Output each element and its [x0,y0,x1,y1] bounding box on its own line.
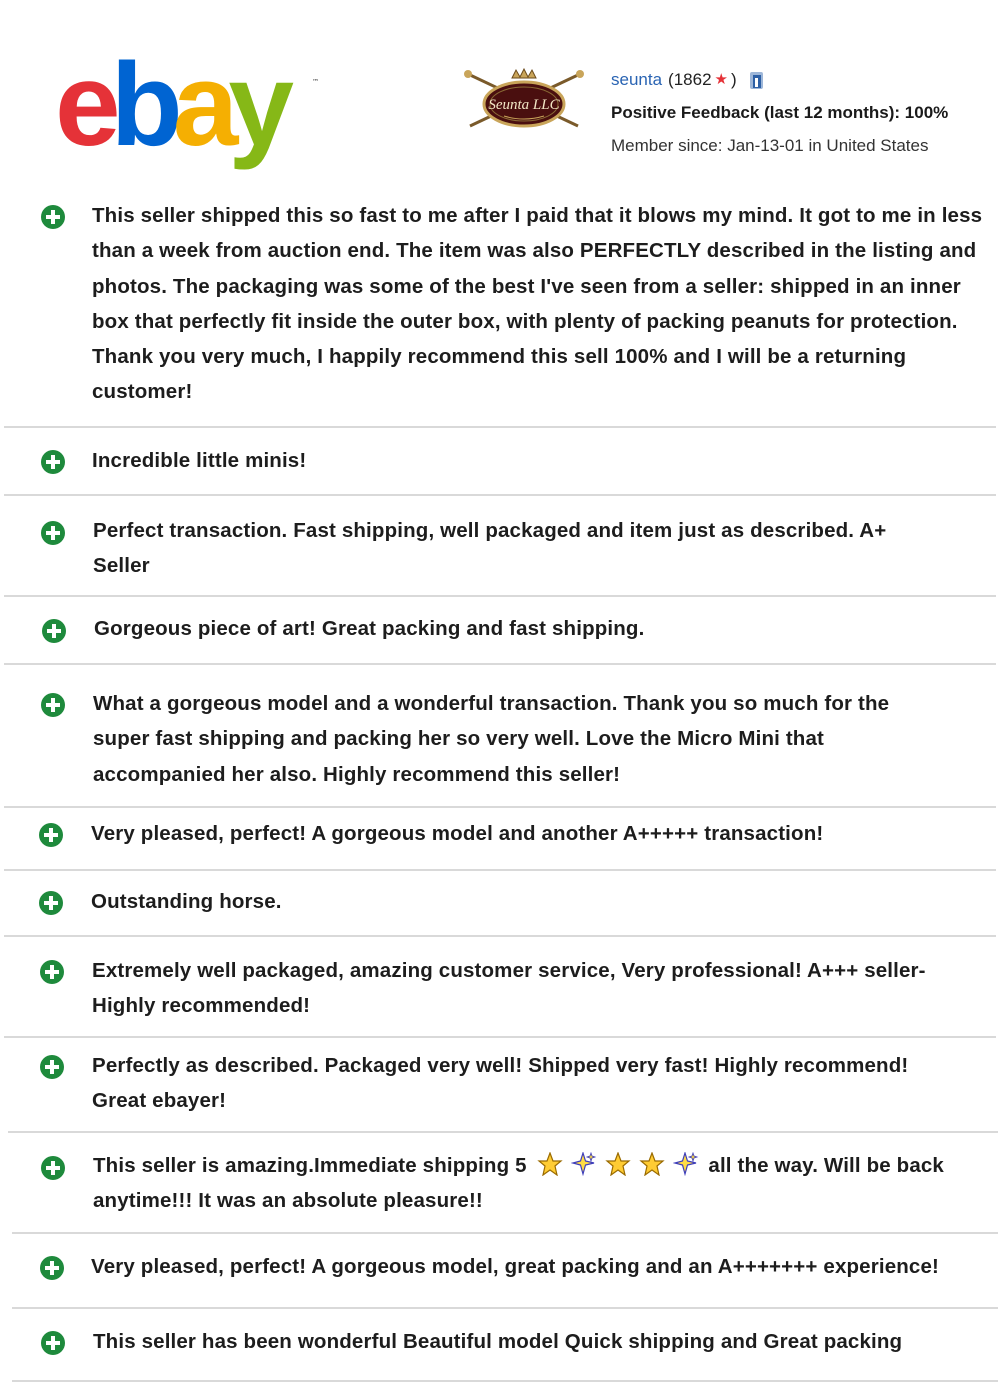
star-emoji-icon [605,1152,631,1176]
positive-feedback-icon [40,204,66,230]
sparkle-emoji-icon [673,1152,699,1176]
seller-summary [611,68,991,92]
positive-feedback-icon [40,1330,66,1356]
logo-letter-y: y [228,39,285,171]
top-rated-seller-icon[interactable] [749,70,765,90]
feedback-comment: Incredible little minis! [92,449,307,472]
feedback-divider [8,1131,998,1133]
feedback-divider [4,426,996,428]
feedback-divider [12,1380,998,1382]
star-emoji-icon [639,1152,665,1176]
feedback-divider [12,1232,998,1234]
logo-letter-e: e [55,39,111,171]
seller-store-logo[interactable] [460,68,588,134]
feedback-score[interactable]: (1862 [668,70,712,89]
feedback-divider [4,806,996,808]
feedback-comment: Gorgeous piece of art! Great packing and fast shipping. [94,617,645,640]
feedback-header [0,0,1000,185]
feedback-comment: Very pleased, perfect! A gorgeous model, great packing and an A+++++++ experience! [91,1255,939,1278]
feedback-comment [93,1148,988,1219]
feedback-comment: Perfectly as described. Packaged very well! Shipped very fast! Highly recommend! Great ebayer! [92,1054,909,1113]
feedback-divider [4,494,996,496]
positive-feedback-icon [41,618,67,644]
positive-feedback-icon [38,822,64,848]
ebay-logo[interactable] [55,39,325,171]
feedback-divider [4,935,996,937]
positive-feedback-icon [40,449,66,475]
positive-feedback-icon [40,692,66,718]
member-since: Member since: Jan-13-01 in United States [611,136,929,155]
feedback-comment: Outstanding horse. [91,890,282,913]
logo-letter-a: a [172,39,229,171]
feedback-comment: Extremely well packaged, amazing customer service, Very professional! A+++ seller- Highly recommended! [92,959,926,1018]
seller-badge-text: Seunta LLC [488,97,560,113]
positive-feedback-icon [40,1155,66,1181]
feedback-divider [4,869,996,871]
feedback-divider [4,1036,996,1038]
feedback-score-close: ) [730,70,737,89]
seller-name-link[interactable]: seunta [611,70,663,89]
positive-feedback-icon [40,520,66,546]
positive-feedback-icon [39,1255,65,1281]
positive-feedback-icon [39,1054,65,1080]
star-emoji-icon [537,1152,563,1176]
feedback-comment-part: This seller is amazing.Immediate shipping 5 [93,1154,527,1177]
positive-feedback-icon [38,890,64,916]
sparkle-emoji-icon [571,1152,597,1176]
feedback-divider [4,595,996,597]
trademark-symbol: ™ [312,78,319,86]
feedback-comment: This seller has been wonderful Beautiful model Quick shipping and Great packing [93,1330,903,1353]
feedback-divider [4,663,996,665]
feedback-comment: This seller shipped this so fast to me after I paid that it blows my mind. It got to me in less than a week from auction end. The item was also PERFECTLY described in the listing and photos. The packaging was some of the best I've seen from a seller: shipped in an inner box that perfectly fit inside the outer box, with plenty of packing peanuts for protection. Thank you very much, I happily recommend this sell 100% and I will be a returning customer! [92,204,983,404]
feedback-comment: Perfect transaction. Fast shipping, well packaged and item just as described. A+ Seller [93,519,887,578]
feedback-divider [12,1307,998,1309]
feedback-comment: Very pleased, perfect! A gorgeous model and another A+++++ transaction! [91,822,824,845]
feedback-comment: What a gorgeous model and a wonderful transaction. Thank you so much for the super fast shipping and packing her so very well. Love the Micro Mini that accompanied her also. Highly recommend this seller! [93,692,890,786]
feedback-comment-part: all the way. Will be back anytime!!! It was an absolute pleasure!! [93,1154,944,1213]
seller-info [611,68,991,157]
feedback-star-icon: ★ [714,71,728,88]
positive-feedback-icon [39,959,65,985]
positive-feedback-percentage: Positive Feedback (last 12 months): 100% [611,103,949,122]
logo-letter-b: b [110,39,173,171]
